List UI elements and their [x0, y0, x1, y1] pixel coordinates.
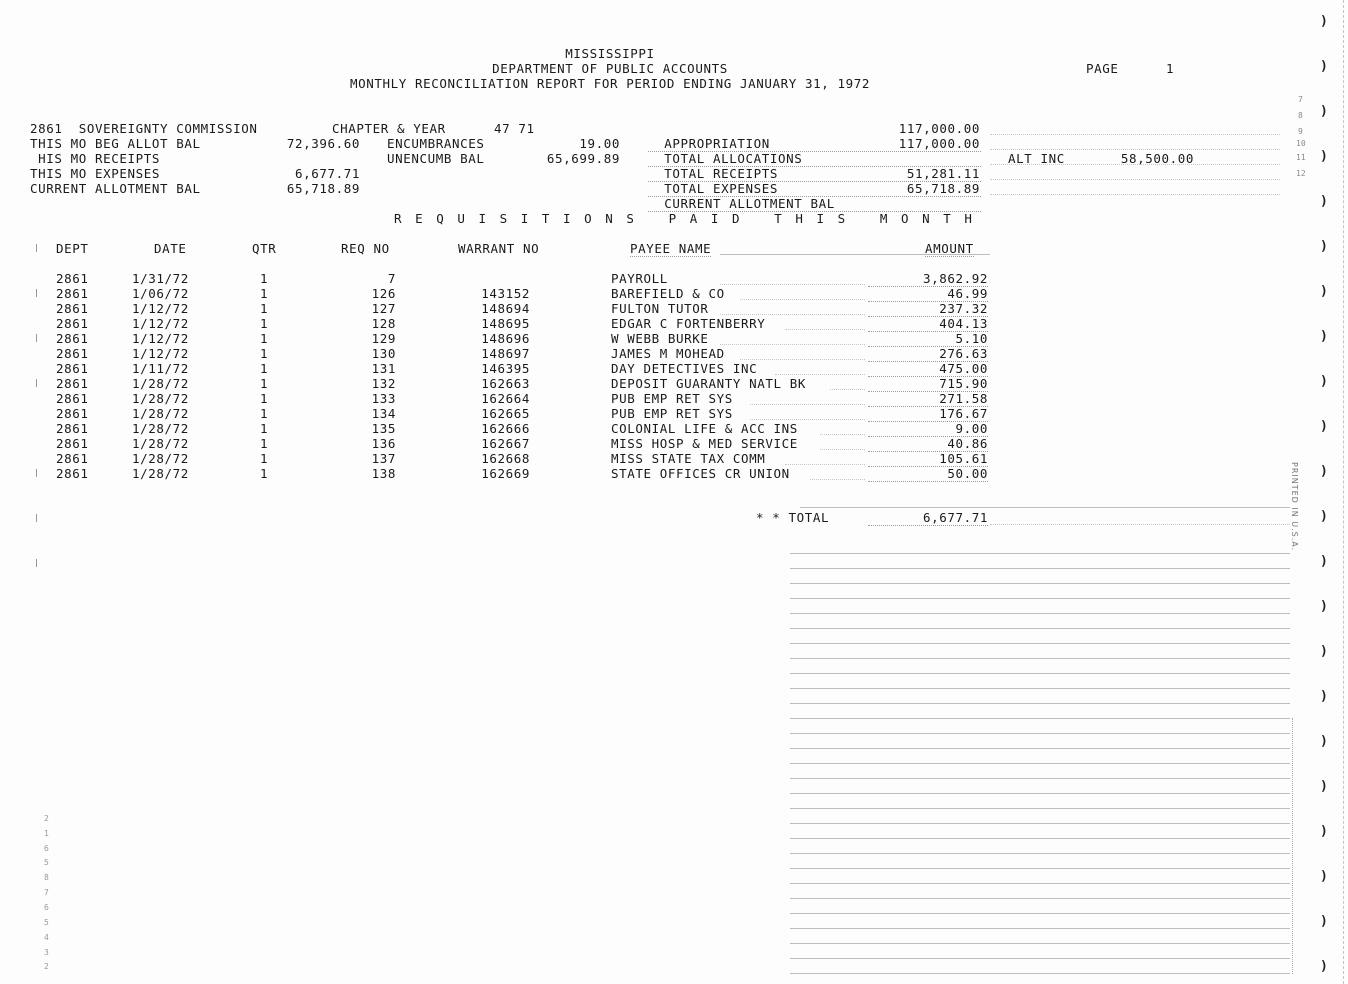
- cell-date: 1/28/72: [132, 391, 189, 406]
- cell-dept: 2861: [56, 271, 89, 286]
- feed-hole-icon: ): [1320, 419, 1329, 434]
- cell-warrant-no: 162667: [481, 436, 530, 451]
- cell-qtr: 1: [260, 421, 269, 436]
- cell-qtr: 1: [260, 406, 269, 421]
- line-number: 8: [1298, 111, 1303, 120]
- feed-hole-icon: ): [1320, 104, 1329, 119]
- report-state: MISSISSIPPI: [565, 46, 655, 61]
- line-number: 9: [1298, 127, 1303, 136]
- cell-payee-name: PAYROLL: [611, 271, 668, 286]
- cell-date: 1/12/72: [132, 301, 189, 316]
- feed-hole-icon: ): [1320, 869, 1329, 884]
- feed-hole-icon: ): [1320, 194, 1329, 209]
- cell-amount: 237.32: [868, 301, 988, 317]
- cell-req-no: 126: [371, 286, 396, 301]
- cell-date: 1/06/72: [132, 286, 189, 301]
- cell-qtr: 1: [260, 391, 269, 406]
- cell-warrant-no: 148694: [481, 301, 530, 316]
- total-value: 6,677.71: [868, 510, 988, 526]
- cell-req-no: 133: [371, 391, 396, 406]
- margin-number: 6: [44, 844, 49, 853]
- beg-allot-bal-value: 72,396.60: [286, 136, 360, 151]
- cell-payee-name: EDGAR C FORTENBERRY: [611, 316, 766, 331]
- feed-hole-icon: ): [1320, 239, 1329, 254]
- cell-payee-name: BAREFIELD & CO: [611, 286, 725, 301]
- cell-amount: 271.58: [868, 391, 988, 407]
- cell-warrant-no: 146395: [481, 361, 530, 376]
- cell-warrant-no: 162666: [481, 421, 530, 436]
- feed-hole-icon: ): [1320, 959, 1329, 974]
- line-number: 7: [1298, 95, 1303, 104]
- column-header-req-no: REQ NO: [341, 241, 390, 256]
- cell-dept: 2861: [56, 316, 89, 331]
- cell-warrant-no: 148696: [481, 331, 530, 346]
- cell-dept: 2861: [56, 466, 89, 481]
- cell-payee-name: DEPOSIT GUARANTY NATL BK: [611, 376, 807, 391]
- cell-dept: 2861: [56, 346, 89, 361]
- cell-date: 1/12/72: [132, 331, 189, 346]
- cell-qtr: 1: [260, 346, 269, 361]
- cell-amount: 50.00: [868, 466, 988, 482]
- unencumb-bal-value: 65,699.89: [546, 151, 620, 166]
- column-header-amount: AMOUNT: [925, 241, 974, 256]
- cell-req-no: 137: [371, 451, 396, 466]
- cell-qtr: 1: [260, 376, 269, 391]
- column-header-date: DATE: [154, 241, 187, 256]
- section-title: REQUISITIONS PAID THIS MONTH: [394, 211, 986, 226]
- feed-hole-icon: ): [1320, 779, 1329, 794]
- printed-in-usa: PRINTED IN U.S.A.: [1290, 462, 1299, 552]
- total-expenses-label: TOTAL EXPENSES: [664, 181, 779, 196]
- encumbrances-value: 19.00: [579, 136, 620, 151]
- cell-req-no: 128: [371, 316, 396, 331]
- cell-dept: 2861: [56, 361, 89, 376]
- cell-payee-name: PUB EMP RET SYS: [611, 391, 733, 406]
- alt-inc-label: ALT INC: [1008, 151, 1065, 166]
- cell-dept: 2861: [56, 436, 89, 451]
- margin-number: 3: [44, 948, 49, 957]
- cell-warrant-no: 143152: [481, 286, 530, 301]
- cell-warrant-no: 148697: [481, 346, 530, 361]
- total-receipts-label: TOTAL RECEIPTS: [664, 166, 779, 181]
- cell-amount: 5.10: [868, 331, 988, 347]
- account-code-name: 2861 SOVEREIGNTY COMMISSION: [30, 121, 258, 136]
- feed-hole-icon: ): [1320, 329, 1329, 344]
- cell-qtr: 1: [260, 361, 269, 376]
- beg-allot-bal-label: THIS MO BEG ALLOT BAL: [30, 136, 201, 151]
- unencumb-bal-label: UNENCUMB BAL: [387, 151, 485, 166]
- cell-dept: 2861: [56, 286, 89, 301]
- cell-req-no: 138: [371, 466, 396, 481]
- feed-hole-icon: ): [1320, 374, 1329, 389]
- cell-qtr: 1: [260, 466, 269, 481]
- feed-hole-icon: ): [1320, 689, 1329, 704]
- cell-date: 1/28/72: [132, 436, 189, 451]
- cell-dept: 2861: [56, 406, 89, 421]
- cell-payee-name: STATE OFFICES CR UNION: [611, 466, 790, 481]
- cell-req-no: 131: [371, 361, 396, 376]
- cell-req-no: 7: [387, 271, 396, 286]
- margin-number: 1: [44, 829, 49, 838]
- cell-dept: 2861: [56, 376, 89, 391]
- cell-payee-name: MISS STATE TAX COMM: [611, 451, 766, 466]
- cell-qtr: 1: [260, 271, 269, 286]
- mo-receipts-label: HIS MO RECEIPTS: [30, 151, 161, 166]
- cell-payee-name: COLONIAL LIFE & ACC INS: [611, 421, 798, 436]
- margin-number: 8: [44, 873, 49, 882]
- line-number: 10: [1296, 139, 1306, 148]
- feed-hole-icon: ): [1320, 149, 1329, 164]
- margin-number: 6: [44, 903, 49, 912]
- cell-payee-name: FULTON TUTOR: [611, 301, 709, 316]
- appropriation-label: APPROPRIATION: [664, 136, 770, 151]
- total-expenses-value: 51,281.11: [906, 166, 980, 181]
- column-header-payee-name: PAYEE NAME: [630, 241, 712, 256]
- cell-qtr: 1: [260, 286, 269, 301]
- line-number: 12: [1296, 169, 1306, 178]
- cell-amount: 3,862.92: [868, 271, 988, 287]
- feed-hole-icon: ): [1320, 59, 1329, 74]
- margin-number: 5: [44, 918, 49, 927]
- cell-req-no: 127: [371, 301, 396, 316]
- cell-qtr: 1: [260, 436, 269, 451]
- margin-number: 4: [44, 933, 49, 942]
- cell-req-no: 134: [371, 406, 396, 421]
- cell-qtr: 1: [260, 451, 269, 466]
- cell-date: 1/28/72: [132, 376, 189, 391]
- current-allot-bal-label: CURRENT ALLOTMENT BAL: [30, 181, 201, 196]
- cell-payee-name: MISS HOSP & MED SERVICE: [611, 436, 798, 451]
- cell-req-no: 136: [371, 436, 396, 451]
- cell-amount: 715.90: [868, 376, 988, 392]
- feed-hole-icon: ): [1320, 464, 1329, 479]
- cell-date: 1/12/72: [132, 346, 189, 361]
- cell-warrant-no: 162664: [481, 391, 530, 406]
- cell-warrant-no: 162665: [481, 406, 530, 421]
- feed-hole-icon: ): [1320, 734, 1329, 749]
- cell-warrant-no: 162669: [481, 466, 530, 481]
- encumbrances-label: ENCUMBRANCES: [387, 136, 485, 151]
- line-number: 11: [1296, 153, 1306, 162]
- cell-payee-name: DAY DETECTIVES INC: [611, 361, 758, 376]
- cell-req-no: 129: [371, 331, 396, 346]
- cell-dept: 2861: [56, 301, 89, 316]
- cell-payee-name: JAMES M MOHEAD: [611, 346, 725, 361]
- page-label: PAGE: [1086, 61, 1119, 76]
- cell-dept: 2861: [56, 331, 89, 346]
- cell-payee-name: PUB EMP RET SYS: [611, 406, 733, 421]
- cell-date: 1/28/72: [132, 421, 189, 436]
- cell-date: 1/31/72: [132, 271, 189, 286]
- current-allotment-bal-value: 65,718.89: [906, 181, 980, 196]
- page-number: 1: [1166, 61, 1175, 76]
- cell-date: 1/28/72: [132, 466, 189, 481]
- cell-date: 1/11/72: [132, 361, 189, 376]
- cell-qtr: 1: [260, 301, 269, 316]
- chapter-value: 47 71: [494, 121, 535, 136]
- cell-amount: 475.00: [868, 361, 988, 377]
- cell-req-no: 132: [371, 376, 396, 391]
- cell-qtr: 1: [260, 331, 269, 346]
- feed-hole-icon: ): [1320, 554, 1329, 569]
- margin-number: 2: [44, 962, 49, 971]
- cell-dept: 2861: [56, 391, 89, 406]
- margin-number: 7: [44, 888, 49, 897]
- cell-payee-name: W WEBB BURKE: [611, 331, 709, 346]
- cell-amount: 276.63: [868, 346, 988, 362]
- feed-hole-icon: ): [1320, 914, 1329, 929]
- total-allocations-label: TOTAL ALLOCATIONS: [664, 151, 803, 166]
- mo-expenses-label: THIS MO EXPENSES: [30, 166, 161, 181]
- cell-amount: 404.13: [868, 316, 988, 332]
- cell-amount: 46.99: [868, 286, 988, 302]
- cell-date: 1/28/72: [132, 451, 189, 466]
- alt-inc-value: 58,500.00: [1120, 151, 1194, 166]
- total-allocations-value: 117,000.00: [898, 136, 980, 151]
- cell-amount: 176.67: [868, 406, 988, 422]
- column-header-qtr: QTR: [252, 241, 277, 256]
- cell-dept: 2861: [56, 421, 89, 436]
- column-header-dept: DEPT: [56, 241, 89, 256]
- cell-warrant-no: 162668: [481, 451, 530, 466]
- cell-qtr: 1: [260, 316, 269, 331]
- cell-warrant-no: 148695: [481, 316, 530, 331]
- feed-hole-icon: ): [1320, 284, 1329, 299]
- cell-amount: 9.00: [868, 421, 988, 437]
- mo-expenses-value: 6,677.71: [294, 166, 360, 181]
- report-title: MONTHLY RECONCILIATION REPORT FOR PERIOD ENDING JANUARY 31, 1972: [349, 76, 871, 91]
- column-header-warrant-no: WARRANT NO: [458, 241, 540, 256]
- cell-date: 1/12/72: [132, 316, 189, 331]
- current-allot-bal-value: 65,718.89: [286, 181, 360, 196]
- feed-hole-icon: ): [1320, 599, 1329, 614]
- chapter-label: CHAPTER & YEAR: [332, 121, 446, 136]
- cell-dept: 2861: [56, 451, 89, 466]
- margin-number: 2: [44, 814, 49, 823]
- cell-warrant-no: 162663: [481, 376, 530, 391]
- cell-amount: 105.61: [868, 451, 988, 467]
- feed-hole-icon: ): [1320, 824, 1329, 839]
- cell-req-no: 135: [371, 421, 396, 436]
- cell-amount: 40.86: [868, 436, 988, 452]
- margin-number: 5: [44, 858, 49, 867]
- report-department: DEPARTMENT OF PUBLIC ACCOUNTS: [492, 61, 728, 76]
- total-label: * * TOTAL: [756, 510, 830, 525]
- cell-req-no: 130: [371, 346, 396, 361]
- current-allotment-bal-label: CURRENT ALLOTMENT BAL: [664, 196, 835, 211]
- feed-hole-icon: ): [1320, 644, 1329, 659]
- feed-hole-icon: ): [1320, 509, 1329, 524]
- feed-hole-icon: ): [1320, 14, 1329, 29]
- appropriation-value: 117,000.00: [898, 121, 980, 136]
- cell-date: 1/28/72: [132, 406, 189, 421]
